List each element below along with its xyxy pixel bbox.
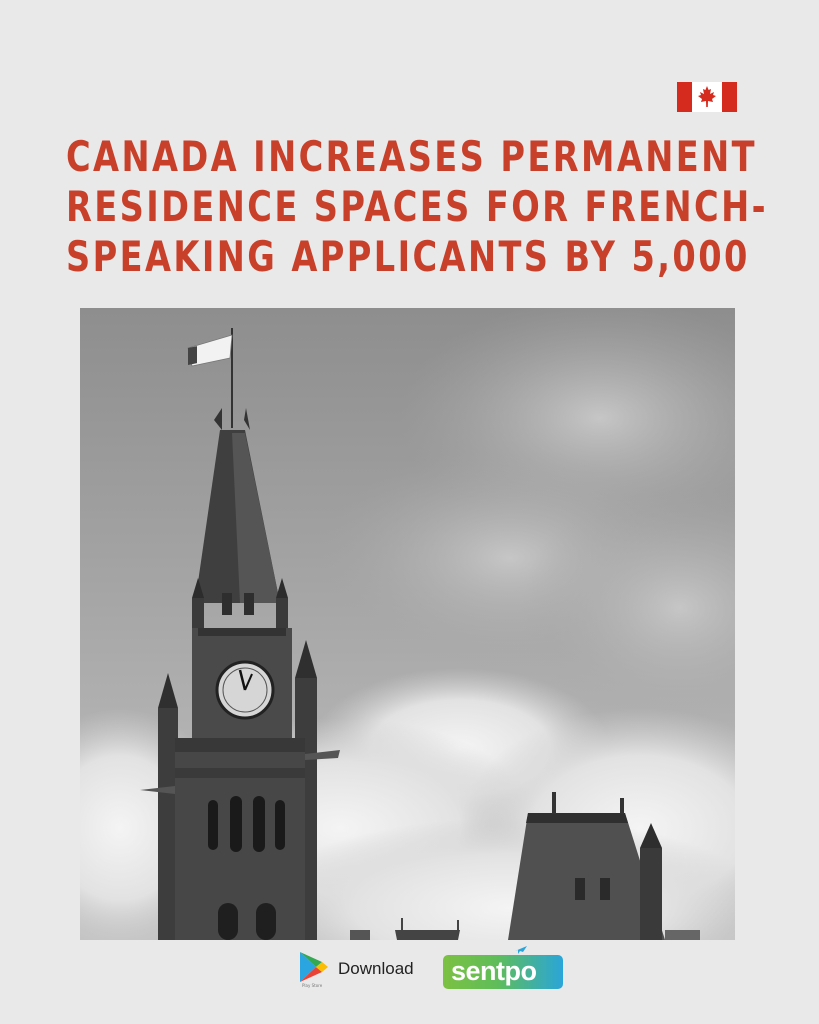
sentpo-brand-name: sentpo	[451, 956, 537, 986]
download-label[interactable]: Download	[338, 959, 414, 978]
headline-line-1: CANADA INCREASES PERMANENT	[66, 132, 757, 181]
headline-line-3: SPEAKING APPLICANTS BY 5,000	[66, 232, 750, 281]
headline-line-2: RESIDENCE SPACES FOR FRENCH-	[66, 182, 768, 231]
canada-flag-icon	[677, 82, 737, 112]
download-banner[interactable]	[296, 950, 566, 990]
headline	[66, 132, 768, 282]
sentpo-logo[interactable]	[443, 955, 563, 989]
peace-tower-photo	[80, 308, 735, 940]
flag-left-band	[677, 82, 692, 112]
flag-center	[692, 82, 722, 112]
maple-leaf-icon	[697, 85, 717, 109]
flag-right-band	[722, 82, 737, 112]
airplane-icon	[514, 944, 528, 956]
google-play-icon[interactable]	[296, 950, 330, 984]
play-store-caption: Play Store	[302, 983, 323, 988]
